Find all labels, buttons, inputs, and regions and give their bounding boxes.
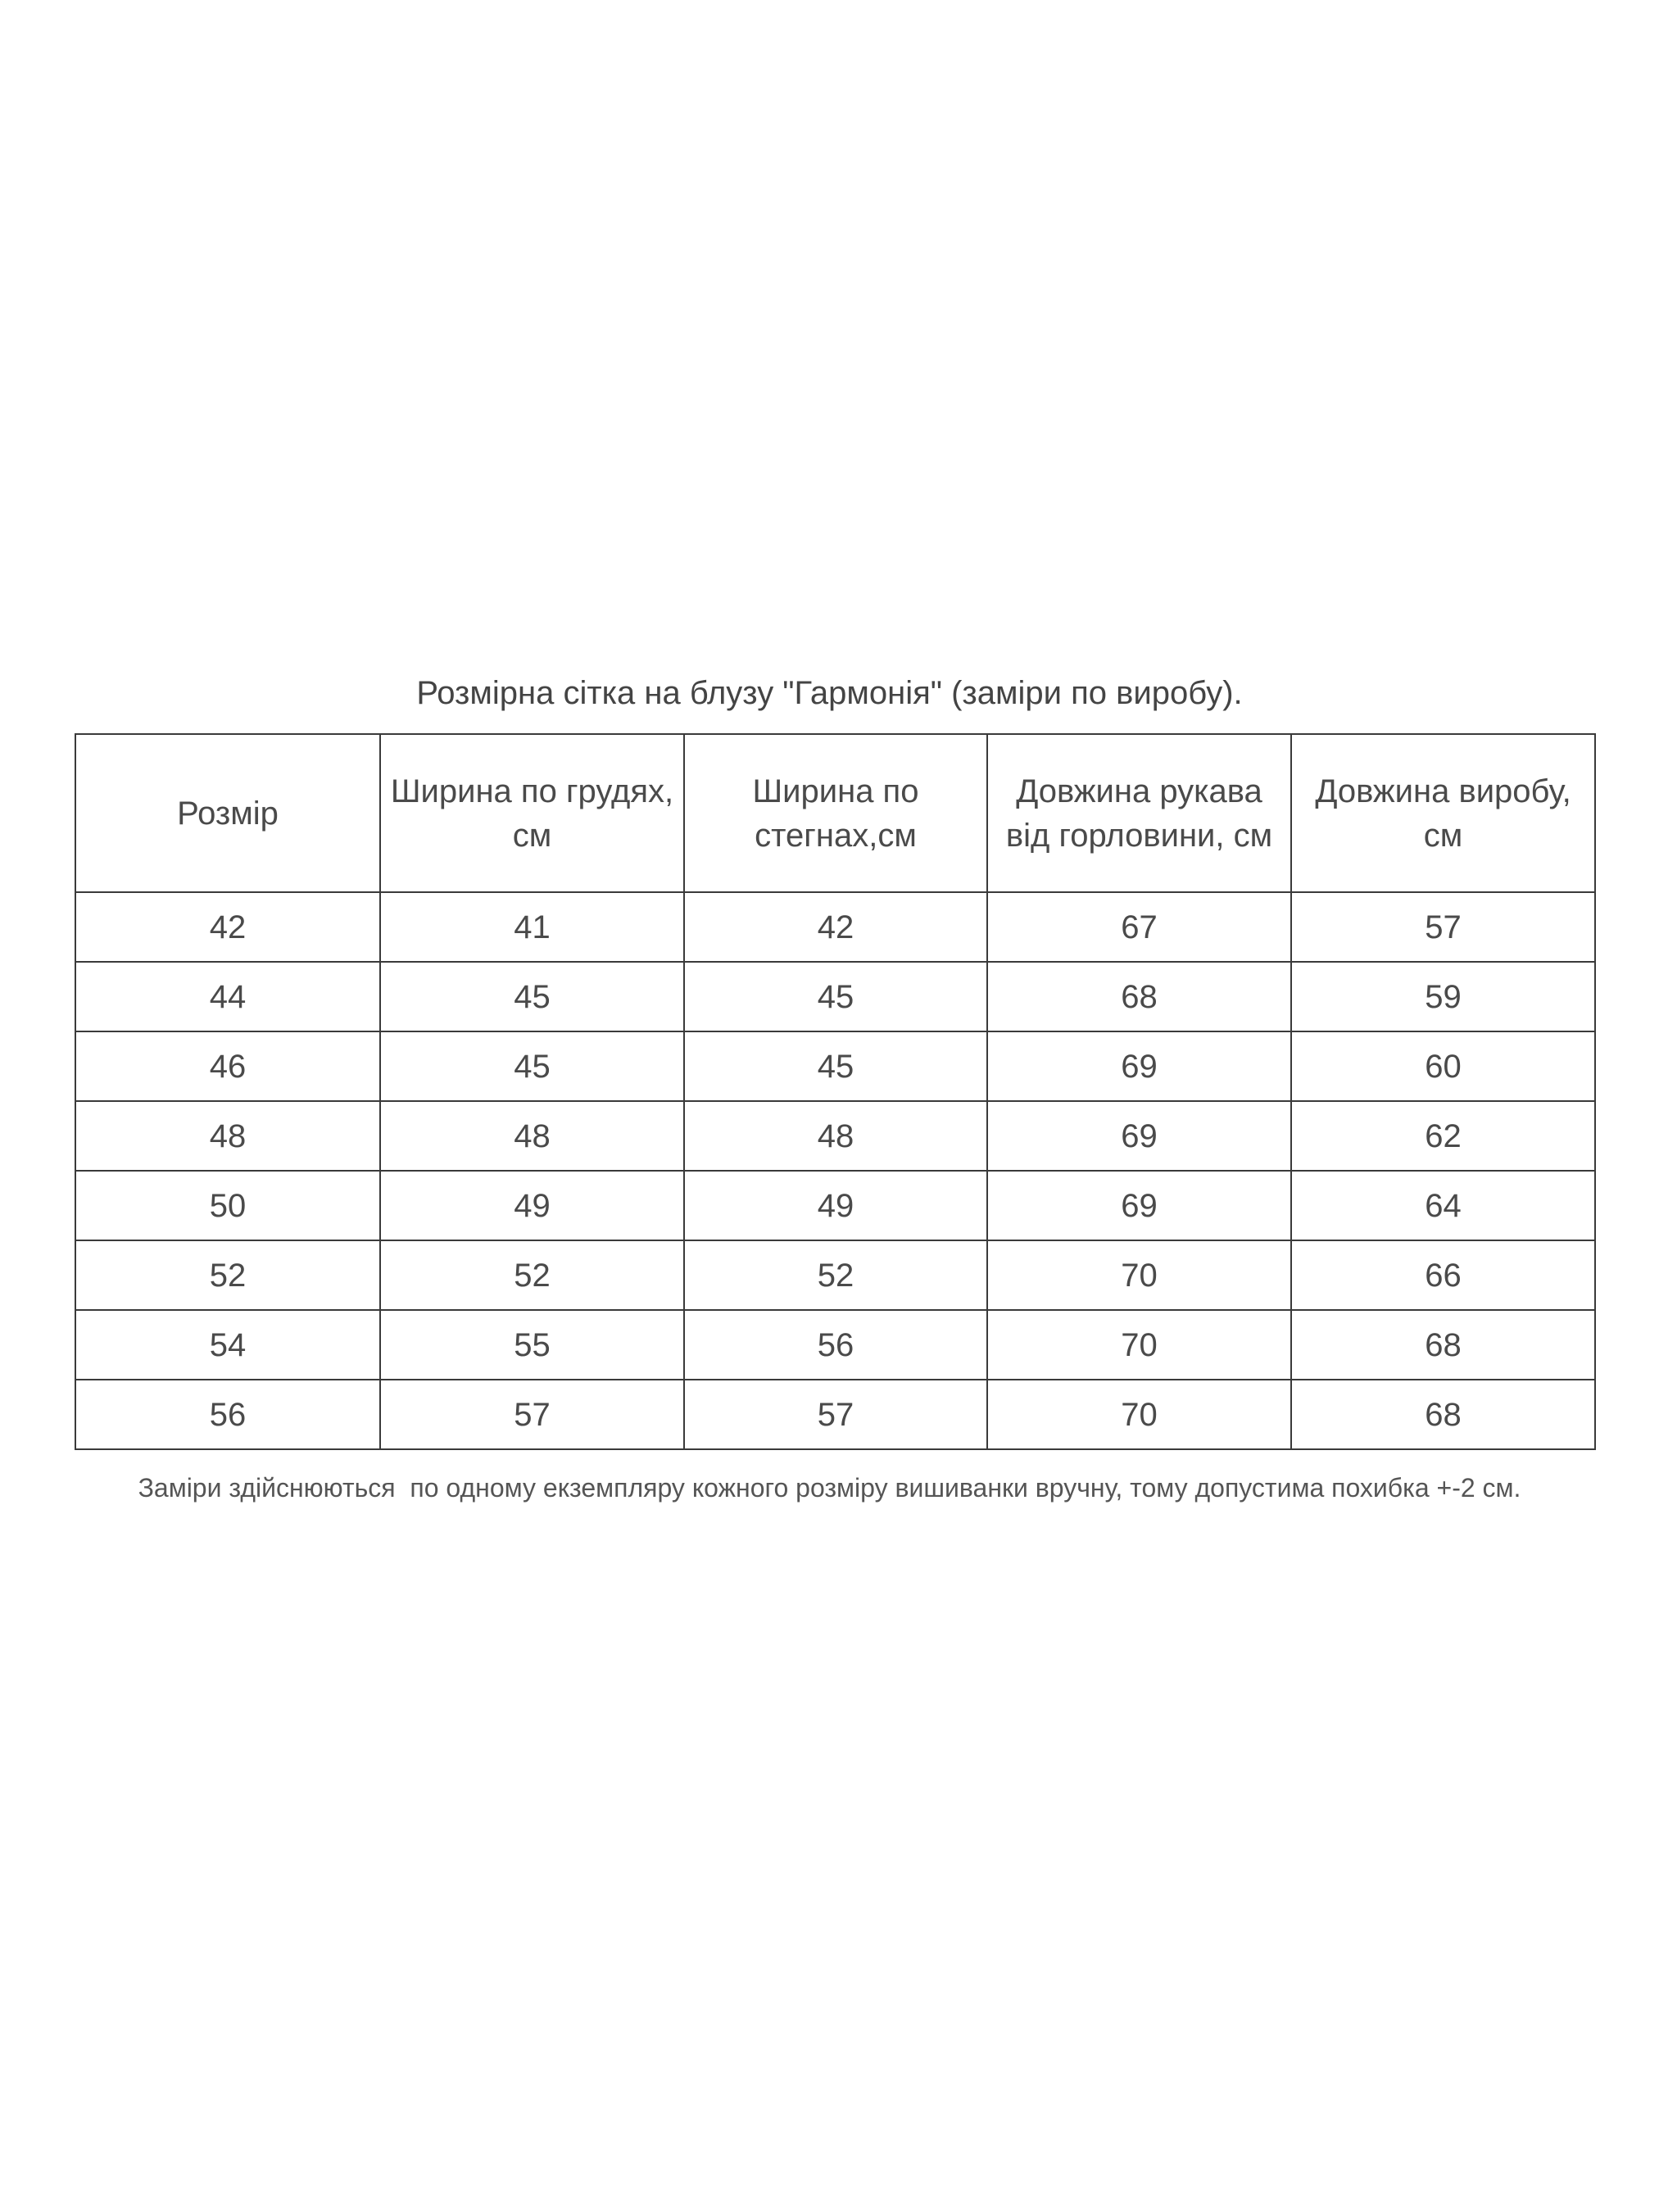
cell-hip-width: 52 <box>684 1240 987 1310</box>
cell-size: 42 <box>75 892 380 962</box>
measurement-note: Заміри здійснюються по одному екземпляру кожного розміру вишиванки вручну, тому допустима похибка +-2 см. <box>138 1473 1521 1503</box>
cell-garment-length: 66 <box>1291 1240 1595 1310</box>
cell-garment-length: 59 <box>1291 962 1595 1031</box>
cell-hip-width: 57 <box>684 1380 987 1449</box>
header-garment-length: Довжина виробу, см <box>1291 734 1595 892</box>
table-header <box>75 734 1595 892</box>
cell-chest-width: 45 <box>380 1031 684 1101</box>
cell-hip-width: 45 <box>684 962 987 1031</box>
cell-garment-length: 60 <box>1291 1031 1595 1101</box>
table-row <box>75 892 1595 962</box>
cell-hip-width: 48 <box>684 1101 987 1171</box>
cell-chest-width: 45 <box>380 962 684 1031</box>
cell-size: 46 <box>75 1031 380 1101</box>
header-hip-width: Ширина по стегнах,см <box>684 734 987 892</box>
cell-chest-width: 41 <box>380 892 684 962</box>
cell-garment-length: 68 <box>1291 1380 1595 1449</box>
cell-sleeve-length: 69 <box>987 1101 1291 1171</box>
cell-sleeve-length: 69 <box>987 1171 1291 1240</box>
cell-size: 48 <box>75 1101 380 1171</box>
table-header-row <box>75 734 1595 892</box>
cell-garment-length: 62 <box>1291 1101 1595 1171</box>
cell-chest-width: 55 <box>380 1310 684 1380</box>
cell-size: 52 <box>75 1240 380 1310</box>
cell-garment-length: 57 <box>1291 892 1595 962</box>
cell-sleeve-length: 67 <box>987 892 1291 962</box>
cell-sleeve-length: 70 <box>987 1310 1291 1380</box>
cell-sleeve-length: 68 <box>987 962 1291 1031</box>
cell-hip-width: 56 <box>684 1310 987 1380</box>
header-chest-width: Ширина по грудях, см <box>380 734 684 892</box>
header-sleeve-length: Довжина рукава від горловини, см <box>987 734 1291 892</box>
cell-size: 56 <box>75 1380 380 1449</box>
cell-garment-length: 68 <box>1291 1310 1595 1380</box>
cell-size: 50 <box>75 1171 380 1240</box>
table-row <box>75 1310 1595 1380</box>
cell-sleeve-length: 69 <box>987 1031 1291 1101</box>
cell-garment-length: 64 <box>1291 1171 1595 1240</box>
cell-sleeve-length: 70 <box>987 1380 1291 1449</box>
cell-size: 44 <box>75 962 380 1031</box>
size-chart-table <box>75 733 1596 1450</box>
cell-hip-width: 42 <box>684 892 987 962</box>
table-row <box>75 1031 1595 1101</box>
table-row <box>75 962 1595 1031</box>
cell-chest-width: 49 <box>380 1171 684 1240</box>
table-body <box>75 892 1595 1449</box>
page-title: Розмірна сітка на блузу "Гармонія" (заміри по виробу). <box>416 675 1243 711</box>
cell-size: 54 <box>75 1310 380 1380</box>
cell-chest-width: 52 <box>380 1240 684 1310</box>
table-row <box>75 1240 1595 1310</box>
cell-chest-width: 57 <box>380 1380 684 1449</box>
table-row <box>75 1380 1595 1449</box>
table-row <box>75 1171 1595 1240</box>
header-size: Розмір <box>75 734 380 892</box>
cell-chest-width: 48 <box>380 1101 684 1171</box>
cell-sleeve-length: 70 <box>987 1240 1291 1310</box>
table-row <box>75 1101 1595 1171</box>
cell-hip-width: 45 <box>684 1031 987 1101</box>
cell-hip-width: 49 <box>684 1171 987 1240</box>
